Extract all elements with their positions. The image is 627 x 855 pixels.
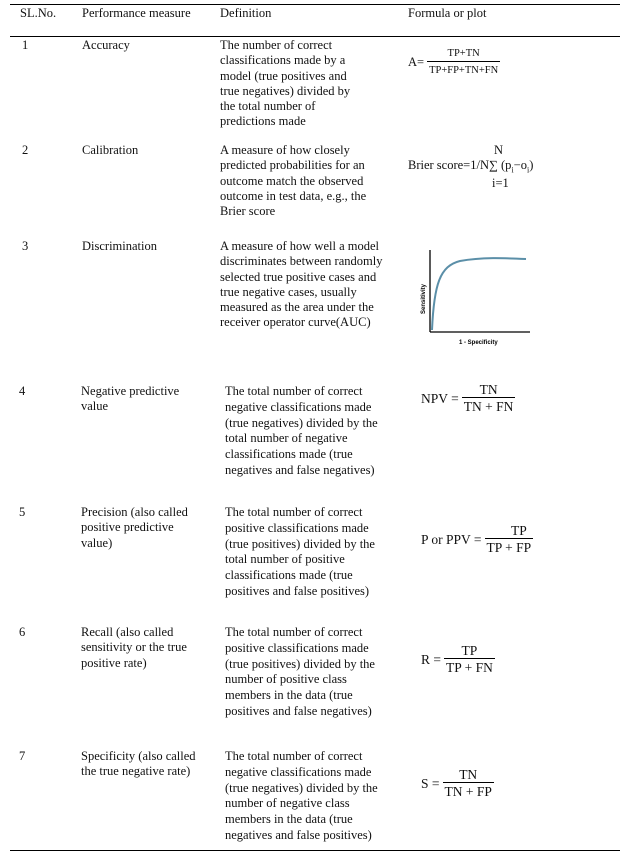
row-6-measure <box>81 625 187 671</box>
row-5-measure <box>81 505 188 551</box>
row-5-sl: 5 <box>19 505 26 519</box>
definition-line: The total number of correct <box>225 384 363 398</box>
table-bottom-rule <box>10 850 620 851</box>
definition-line: negatives and false positives) <box>225 827 372 842</box>
measure-line: Discrimination <box>82 239 157 253</box>
header-performance-measure: Performance measure <box>82 6 191 20</box>
formula-denominator: TP + FP <box>486 540 532 556</box>
definition-line: outcome in test data, e.g., the <box>220 188 367 203</box>
definition-line: negative classifications made <box>225 399 372 414</box>
sum-lower-limit: i=1 <box>492 176 509 191</box>
row-1-definition <box>220 38 350 130</box>
formula-numerator: TN <box>459 767 478 782</box>
row-7-measure <box>81 749 196 780</box>
header-definition: Definition <box>220 6 272 20</box>
measure-line: Precision (also called <box>81 505 188 519</box>
definition-line: (true negatives) divided by the <box>225 780 378 795</box>
definition-line: (true positives) divided by the <box>225 656 375 671</box>
measure-line: Negative predictive <box>81 384 180 398</box>
definition-line: A measure of how well a model <box>220 239 379 253</box>
definition-line: measured as the area under the <box>220 300 374 315</box>
definition-line: outcome match the observed <box>220 173 364 188</box>
row-7-sl: 7 <box>19 749 26 763</box>
definition-line: classifications made (true <box>225 447 353 462</box>
formula-denominator: TP + FN <box>446 660 493 676</box>
definition-line: discriminates between randomly <box>220 254 383 269</box>
brier-main <box>408 158 533 178</box>
measure-line: Specificity (also called <box>81 749 196 763</box>
definition-line: predictions made <box>220 114 306 129</box>
measure-line: positive predictive <box>81 520 174 535</box>
row-1-sl: 1 <box>22 38 29 52</box>
header-formula: Formula or plot <box>408 6 487 20</box>
row-3-sl: 3 <box>22 239 29 253</box>
measure-line: positive rate) <box>81 655 147 670</box>
table-top-rule <box>10 4 620 5</box>
definition-line: positives and false negatives) <box>225 703 372 718</box>
accuracy-formula <box>408 46 500 79</box>
roc-y-label: Sensitivity <box>421 283 427 314</box>
roc-x-label: 1 - Specificity <box>459 340 498 346</box>
definition-line: negatives and false negatives) <box>225 462 375 477</box>
measure-line: the true negative rate) <box>81 764 191 779</box>
row-3-definition <box>220 239 382 331</box>
roc-curve <box>432 258 526 330</box>
row-4-measure <box>81 384 179 415</box>
definition-line: total number of positive <box>225 552 345 567</box>
row-3-measure <box>82 239 157 254</box>
measure-line: value) <box>81 535 113 550</box>
definition-line: positives and false positives) <box>225 583 370 598</box>
row-5-definition <box>225 505 375 600</box>
definition-line: (true positives) divided by the <box>225 536 375 551</box>
definition-line: true negatives) divided by <box>220 83 351 98</box>
formula-denominator: TP+FP+TN+FN <box>427 61 500 78</box>
definition-line: number of negative class <box>225 796 350 811</box>
definition-line: positive classifications made <box>225 640 369 655</box>
row-2-definition <box>220 143 366 219</box>
measure-line: Accuracy <box>82 38 130 52</box>
brier-sub-o: i <box>526 165 530 175</box>
measure-line: value <box>81 399 109 414</box>
formula-lhs: R = <box>421 651 441 667</box>
definition-line: negative classifications made <box>225 764 372 779</box>
row-2-sl: 2 <box>22 143 29 157</box>
formula-denominator: TN + FP <box>444 784 492 800</box>
row-6-sl: 6 <box>19 625 26 639</box>
roc-curve-plot <box>412 244 542 350</box>
brier-text: Brier score=1/N∑ (p <box>408 158 512 173</box>
measure-line: Recall (also called <box>81 625 174 639</box>
definition-line: classifications made (true <box>225 568 353 583</box>
definition-line: positive classifications made <box>225 520 369 535</box>
ppv-formula <box>421 523 533 556</box>
specificity-formula <box>421 767 494 800</box>
row-7-definition <box>225 749 378 844</box>
definition-line: The total number of correct <box>225 749 363 763</box>
definition-line: A measure of how closely <box>220 143 350 157</box>
row-6-definition <box>225 625 375 720</box>
definition-line: receiver operator curve(AUC) <box>220 315 371 330</box>
brier-text: ) <box>529 158 534 173</box>
formula-lhs: S = <box>421 775 440 791</box>
row-4-sl: 4 <box>19 384 26 398</box>
definition-line: selected true positive cases and <box>220 269 377 284</box>
definition-line: members in the data (true <box>225 688 353 703</box>
header-sl-no: SL.No. <box>20 6 57 20</box>
npv-formula <box>421 382 515 415</box>
definition-line: The total number of correct <box>225 505 363 519</box>
definition-line: total number of negative <box>225 431 348 446</box>
formula-numerator: TP <box>510 523 527 538</box>
brier-text: −o <box>513 158 527 173</box>
definition-line: (true negatives) divided by the <box>225 415 378 430</box>
definition-line: classifications made by a <box>220 53 346 68</box>
brier-score-formula <box>408 143 533 189</box>
measure-line: Calibration <box>82 143 139 157</box>
formula-numerator: TN <box>479 382 498 397</box>
definition-line: The total number of correct <box>225 625 363 639</box>
formula-numerator: TP+TN <box>447 48 480 59</box>
sum-upper-limit: N <box>494 143 504 157</box>
row-1-measure <box>82 38 130 53</box>
table-header-rule <box>10 36 620 37</box>
measure-line: sensitivity or the true <box>81 640 187 655</box>
formula-denominator: TN + FN <box>463 399 514 415</box>
definition-line: members in the data (true <box>225 812 353 827</box>
definition-line: true negative cases, usually <box>220 284 357 299</box>
formula-lhs: NPV = <box>421 390 459 406</box>
row-4-definition <box>225 384 378 479</box>
formula-numerator: TP <box>461 643 478 658</box>
definition-line: model (true positives and <box>220 68 347 83</box>
formula-lhs: A= <box>408 54 425 69</box>
definition-line: Brier score <box>220 204 276 219</box>
definition-line: number of positive class <box>225 672 347 687</box>
definition-line: the total number of <box>220 99 316 114</box>
definition-line: The number of correct <box>220 38 333 52</box>
brier-sub-p: i <box>511 165 514 175</box>
definition-line: predicted probabilities for an <box>220 158 365 173</box>
row-2-measure <box>82 143 138 158</box>
formula-lhs: P or PPV = <box>421 531 482 547</box>
recall-formula <box>421 643 495 676</box>
